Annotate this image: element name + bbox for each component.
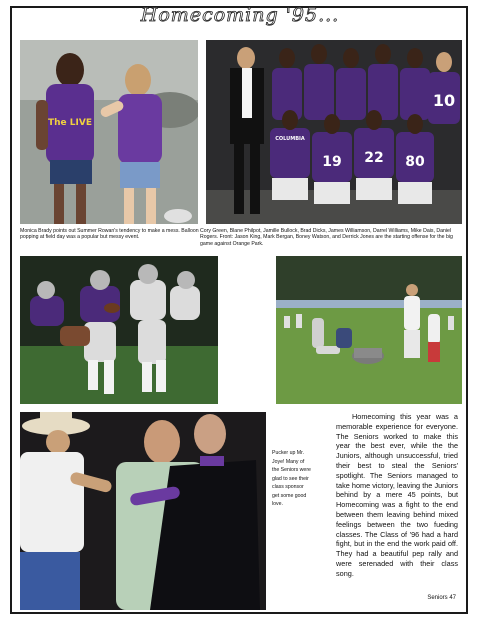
shirt-text: The LIVE	[48, 118, 92, 128]
photo-football-game	[20, 256, 218, 404]
photo-field-games	[276, 256, 462, 404]
photo-field-day	[20, 40, 198, 224]
page-title: Homecoming '95...	[140, 4, 340, 26]
page-folio: Seniors 47	[427, 595, 456, 601]
jersey-number-22: 22	[364, 150, 384, 166]
side-caption-mr-joye: Pucker up Mr. Joye! Many of the Seniors were glad to see their class sponsor get some good love.	[272, 450, 311, 507]
caption-starting-offense: Cory Green, Blane Philpot, Jamille Bullock, Brad Dicks, James Williamson, Darrel Williams, Mike Dais, Daniel Rogers. Front: Jason King, Mark Bergan, Boney Watson, and Derrick Jones are the starting offense for the big game against Orange Park.	[200, 228, 453, 247]
photo-mr-joye	[20, 412, 266, 610]
photo-starting-offense	[206, 40, 462, 224]
jersey-lettering: COLUMBIA	[275, 136, 305, 142]
article-body: Homecoming this year was a memorable experience for everyone. The Seniors worked to make this year the best ever, while the the Juniors, although unsuccessful, tried their best to steal the Seniors' spotlight. The Seniors managed to take home victory, leaving the Juniors behind by a mere 45 points, but Homecoming was a fight to the end between them leaving behind mixed feelings between the two fueding classes. The Class of '96 had a hard fight, but in the end the work paid off. They had a beautiful pep rally and were serenaded with their class song.	[336, 412, 458, 578]
jersey-number-10: 10	[432, 91, 456, 110]
jersey-number-19: 19	[322, 154, 342, 170]
caption-field-day: Monica Brady points out Summer Rowan's tendency to make a mess. Balloon popping at field day was a popular but messy event.	[20, 228, 199, 241]
jersey-number-80: 80	[405, 154, 425, 170]
